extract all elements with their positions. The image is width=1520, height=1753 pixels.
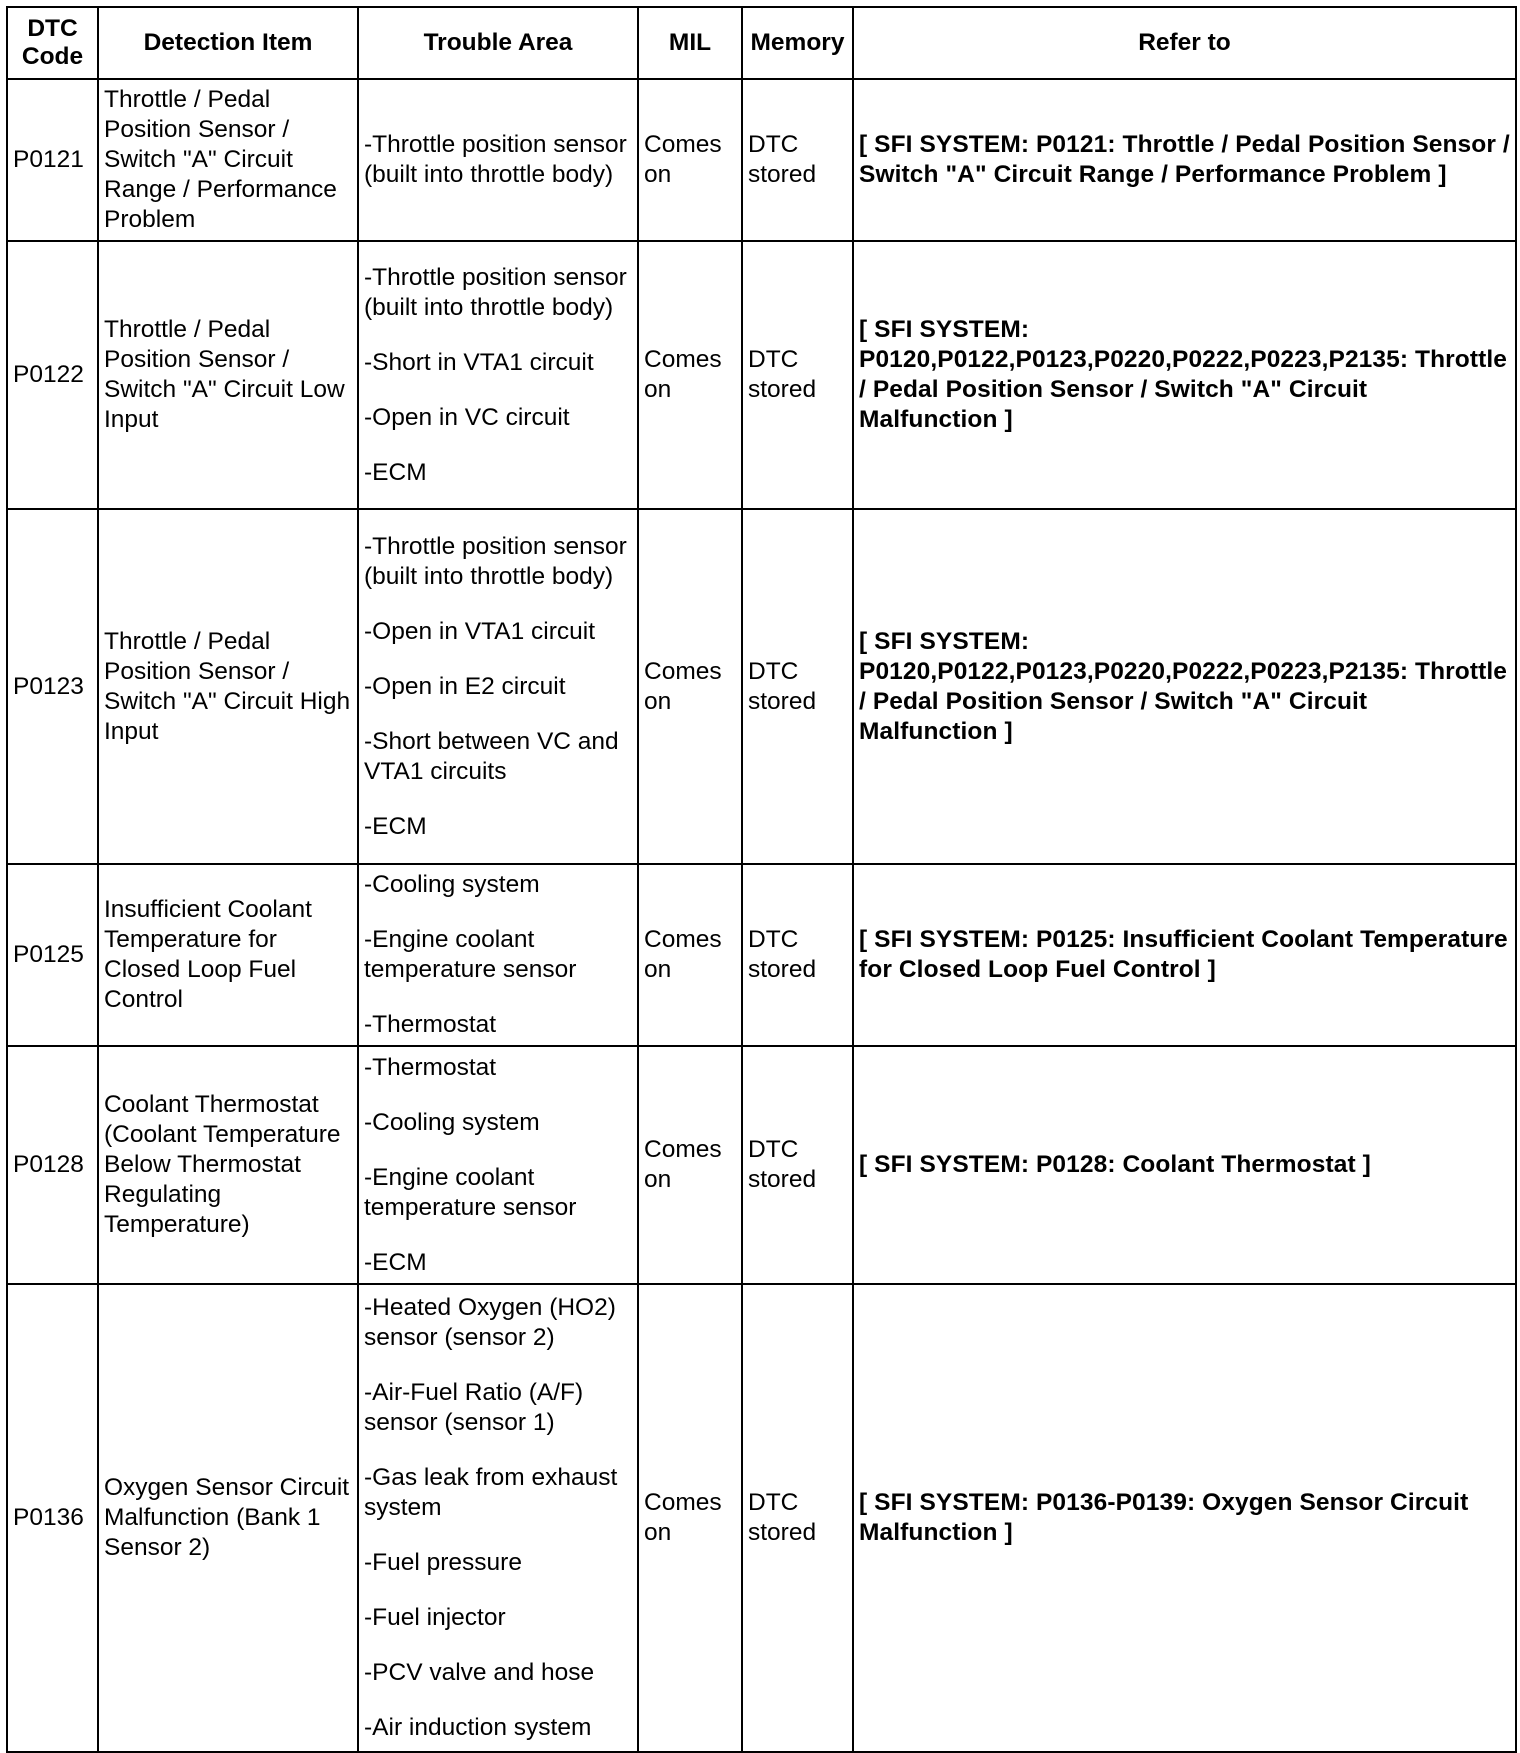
memory-cell: DTC stored — [742, 1046, 853, 1284]
table-row — [7, 1046, 1516, 1284]
trouble-area-cell — [358, 241, 638, 509]
trouble-area-cell — [358, 79, 638, 241]
header-refer-to: Refer to — [853, 7, 1516, 79]
mil-cell: Comes on — [638, 509, 742, 864]
trouble-area-item: -Throttle position sensor (built into throttle body) — [364, 263, 627, 321]
header-mil: MIL — [638, 7, 742, 79]
header-memory: Memory — [742, 7, 853, 79]
trouble-area-item: -Open in E2 circuit — [364, 672, 566, 700]
mil-cell: Comes on — [638, 864, 742, 1046]
trouble-area-item: -ECM — [364, 1248, 427, 1276]
detection-item-cell: Throttle / Pedal Position Sensor / Switch "A" Circuit Range / Performance Problem — [98, 79, 358, 241]
header-dtc-code: DTC Code — [7, 7, 98, 79]
trouble-area-item: -Cooling system — [364, 1108, 540, 1136]
dtc-table — [6, 6, 1517, 1753]
dtc-code-cell: P0128 — [7, 1046, 98, 1284]
trouble-area-item: -Thermostat — [364, 1053, 497, 1081]
detection-item-cell: Oxygen Sensor Circuit Malfunction (Bank 1 Sensor 2) — [98, 1284, 358, 1752]
trouble-area-item: -Thermostat — [364, 1011, 497, 1038]
trouble-area-cell — [358, 1284, 638, 1752]
dtc-code-cell: P0122 — [7, 241, 98, 509]
header-trouble-area: Trouble Area — [358, 7, 638, 79]
memory-cell: DTC stored — [742, 509, 853, 864]
detection-item-cell: Throttle / Pedal Position Sensor / Switch "A" Circuit High Input — [98, 509, 358, 864]
trouble-area-item: -PCV valve and hose — [364, 1659, 595, 1686]
refer-to-link[interactable]: [ SFI SYSTEM: P0121: Throttle / Pedal Position Sensor / Switch "A" Circuit Range / Performance Problem ] — [853, 79, 1516, 241]
trouble-area-item: -Fuel pressure — [364, 1549, 522, 1576]
refer-to-link[interactable]: [ SFI SYSTEM: P0128: Coolant Thermostat ] — [853, 1046, 1516, 1284]
dtc-code-cell: P0136 — [7, 1284, 98, 1752]
table-row — [7, 1284, 1516, 1752]
trouble-area-item: -Cooling system — [364, 871, 540, 898]
trouble-area-item: -Engine coolant temperature sensor — [364, 1163, 577, 1221]
dtc-code-cell: P0121 — [7, 79, 98, 241]
trouble-area-cell — [358, 864, 638, 1046]
memory-cell: DTC stored — [742, 79, 853, 241]
table-row — [7, 241, 1516, 509]
trouble-area-cell — [358, 509, 638, 864]
refer-to-link[interactable]: [ SFI SYSTEM: P0136-P0139: Oxygen Sensor Circuit Malfunction ] — [853, 1284, 1516, 1752]
table-row — [7, 509, 1516, 864]
trouble-area-item: -Air induction system — [364, 1714, 592, 1741]
trouble-area-item: -Open in VC circuit — [364, 403, 570, 431]
refer-to-link[interactable]: [ SFI SYSTEM: P0120,P0122,P0123,P0220,P0222,P0223,P2135: Throttle / Pedal Position Sensor / Switch "A" Circuit Malfunction ] — [853, 509, 1516, 864]
mil-cell: Comes on — [638, 1284, 742, 1752]
header-row — [7, 7, 1516, 79]
mil-cell: Comes on — [638, 1046, 742, 1284]
trouble-area-item: -Short between VC and VTA1 circuits — [364, 727, 619, 785]
refer-to-link[interactable]: [ SFI SYSTEM: P0120,P0122,P0123,P0220,P0222,P0223,P2135: Throttle / Pedal Position Sensor / Switch "A" Circuit Malfunction ] — [853, 241, 1516, 509]
trouble-area-item: -Engine coolant temperature sensor — [364, 926, 577, 983]
trouble-area-item: -Short in VTA1 circuit — [364, 348, 594, 376]
trouble-area-item: -Fuel injector — [364, 1604, 506, 1631]
trouble-area-item: -ECM — [364, 812, 427, 840]
refer-to-link[interactable]: [ SFI SYSTEM: P0125: Insufficient Coolant Temperature for Closed Loop Fuel Control ] — [853, 864, 1516, 1046]
dtc-code-cell: P0125 — [7, 864, 98, 1046]
trouble-area-cell — [358, 1046, 638, 1284]
trouble-area-item: -Heated Oxygen (HO2) sensor (sensor 2) — [364, 1294, 616, 1351]
header-detection-item: Detection Item — [98, 7, 358, 79]
memory-cell: DTC stored — [742, 1284, 853, 1752]
detection-item-cell: Coolant Thermostat (Coolant Temperature Below Thermostat Regulating Temperature) — [98, 1046, 358, 1284]
mil-cell: Comes on — [638, 79, 742, 241]
trouble-area-item: -Gas leak from exhaust system — [364, 1464, 618, 1521]
trouble-area-item: -Throttle position sensor (built into throttle body) — [364, 532, 627, 590]
table-row — [7, 79, 1516, 241]
dtc-code-cell: P0123 — [7, 509, 98, 864]
table-row — [7, 864, 1516, 1046]
trouble-area-item: -ECM — [364, 458, 427, 486]
trouble-area-item: -Open in VTA1 circuit — [364, 617, 596, 645]
memory-cell: DTC stored — [742, 864, 853, 1046]
mil-cell: Comes on — [638, 241, 742, 509]
detection-item-cell: Insufficient Coolant Temperature for Closed Loop Fuel Control — [98, 864, 358, 1046]
memory-cell: DTC stored — [742, 241, 853, 509]
trouble-area-item: -Throttle position sensor (built into throttle body) — [364, 131, 627, 188]
trouble-area-item: -Air-Fuel Ratio (A/F) sensor (sensor 1) — [364, 1379, 584, 1436]
detection-item-cell: Throttle / Pedal Position Sensor / Switch "A" Circuit Low Input — [98, 241, 358, 509]
